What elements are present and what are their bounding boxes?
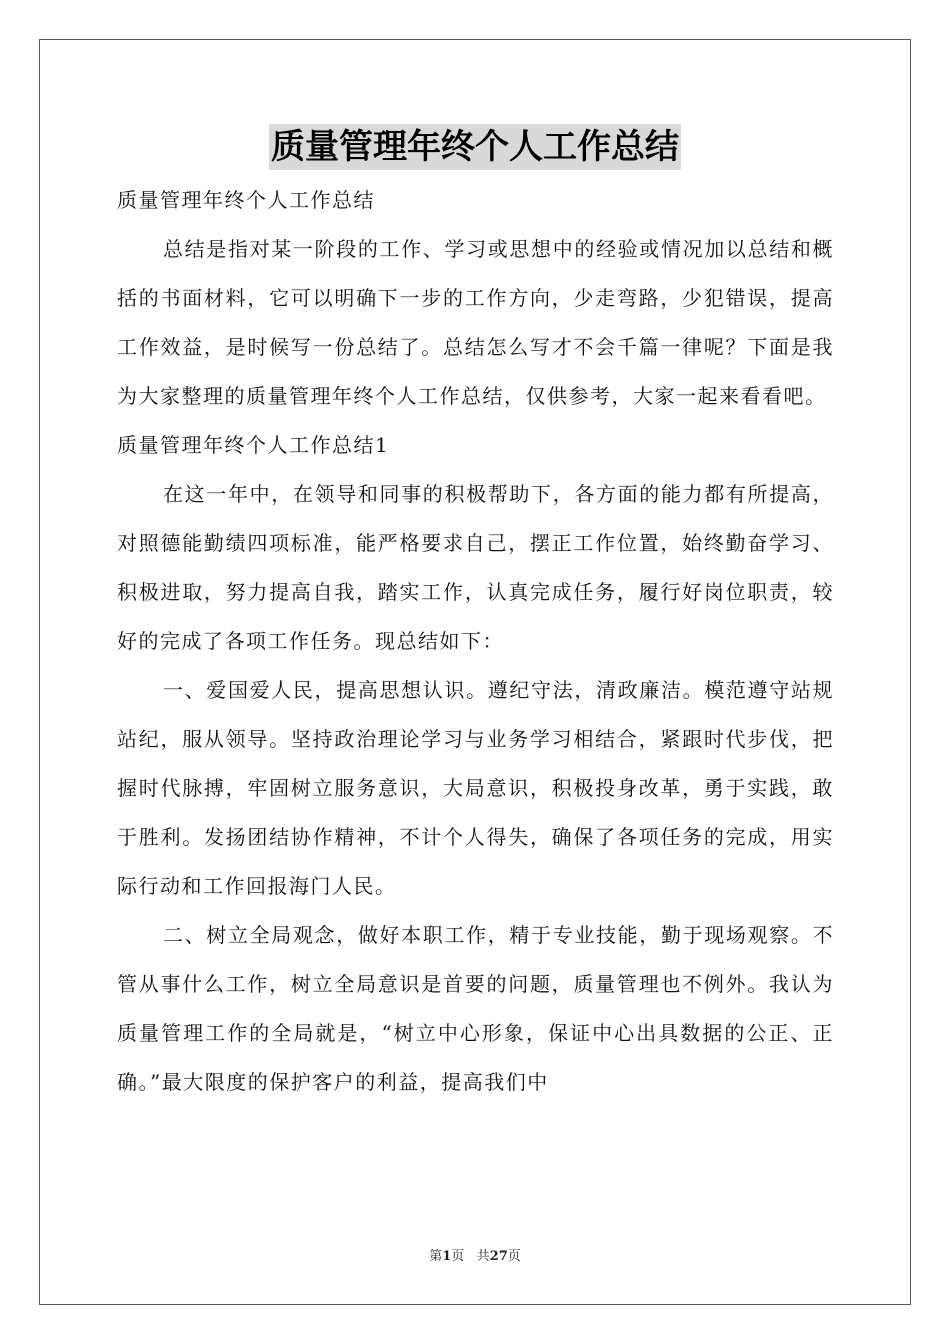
document-body <box>117 176 834 1107</box>
paragraph-body: 在这一年中，在领导和同事的积极帮助下，各方面的能力都有所提高，对照德能勤绩四项标准，能严格要求自己，摆正工作位置，始终勤奋学习、积极进取，努力提高自我，踏实工作，认真完成任务，履行好岗位职责，较好的完成了各项工作任务。现总结如下： <box>117 482 834 653</box>
footer-page-number: 1 <box>442 1249 452 1264</box>
paragraph-section-heading: 质量管理年终个人工作总结1 <box>117 433 390 457</box>
paragraph-intro: 总结是指对某一阶段的工作、学习或思想中的经验或情况加以总结和概括的书面材料，它可以明确下一步的工作方向，少走弯路，少犯错误，提高工作效益，是时候写一份总结了。总结怎么写才不会千篇一律呢？下面是我为大家整理的质量管理年终个人工作总结，仅供参考，大家一起来看看吧。 <box>117 237 834 408</box>
document-title: 质量管理年终个人工作总结 <box>269 124 681 170</box>
footer-total-prefix: 共 <box>476 1249 490 1264</box>
paragraph-point-two: 二、树立全局观念，做好本职工作，精于专业技能，勤于现场观察。不管从事什么工作，树立全局意识是首要的问题，质量管理也不例外。我认为质量管理工作的全局就是，“树立中心形象，保证中心出具数据的公正、正确。”最大限度的保护客户的利益，提高我们中 <box>117 923 834 1094</box>
footer-total-suffix: 页 <box>507 1249 521 1264</box>
footer-total-pages: 27 <box>489 1249 508 1264</box>
title-container <box>0 124 950 170</box>
page-footer <box>0 1245 950 1264</box>
footer-page-suffix: 页 <box>451 1249 465 1264</box>
paragraph-subtitle: 质量管理年终个人工作总结 <box>117 188 375 212</box>
footer-page-prefix: 第 <box>429 1249 443 1264</box>
paragraph-point-one: 一、爱国爱人民，提高思想认识。遵纪守法，清政廉洁。模范遵守站规站纪，服从领导。坚持政治理论学习与业务学习相结合，紧跟时代步伐，把握时代脉搏，牢固树立服务意识，大局意识，积极投身改革，勇于实践，敢于胜利。发扬团结协作精神，不计个人得失，确保了各项任务的完成，用实际行动和工作回报海门人民。 <box>117 678 834 898</box>
